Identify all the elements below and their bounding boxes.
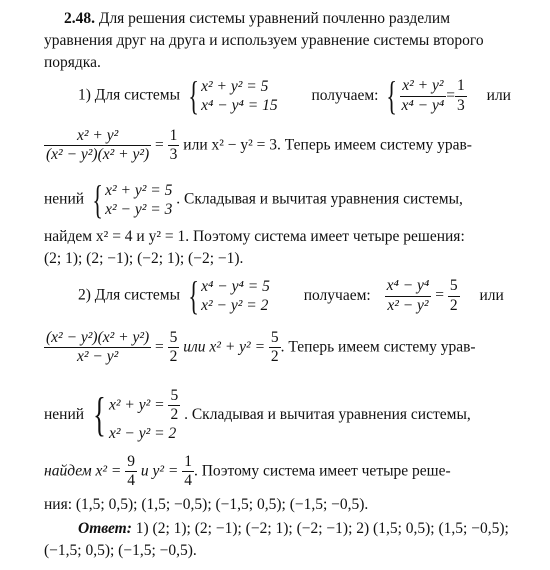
brace-icon: { bbox=[386, 73, 398, 118]
intro-line-2: уравнения друг на друга и используем уравнение системы второго bbox=[44, 32, 484, 49]
case1-system2: { x² + y² = 5 x² − y² = 3 bbox=[92, 177, 173, 222]
answer-line-1: Ответ: 1) (2; 1); (2; −1); (−2; 1); (−2; −1); 2) (1,5; 0,5); (1,5; −0,5); bbox=[78, 520, 509, 537]
case2-big-fraction: $\frac{\text{(x² − y²)(x² + y²)}}{\text{x² − y²}}$ bbox=[46, 329, 150, 366]
case1-solutions: (2; 1); (2; −1); (−2; 1); (−2; −1). bbox=[44, 250, 244, 267]
brace-icon: { bbox=[92, 177, 103, 222]
case2-system2-row: нений { x² + y² = $\frac{5}{2}$ x² − y² = 2 . Складывая и вычитая уравнения системы, bbox=[44, 387, 471, 442]
case1-frac-system: { $\frac{\text{x² + y²}}{\text{x⁴ − y⁴}}$ = $\frac{1}{3}$ bbox=[386, 73, 465, 118]
intro-line-1: 2.48. Для решения системы уравнений почленно разделим bbox=[64, 10, 451, 27]
brace-icon: { bbox=[188, 273, 199, 318]
case2-system2: { x² + y² = $\frac{5}{2}$ x² − y² = 2 bbox=[93, 387, 179, 442]
brace-icon: { bbox=[188, 73, 199, 118]
brace-icon: { bbox=[93, 388, 106, 442]
case2-solutions: ния: (1,5; 0,5); (1,5; −0,5); (−1,5; 0,5); (−1,5; −0,5). bbox=[44, 496, 369, 513]
case2-row: 2) Для системы { x⁴ − y⁴ = 5 x² − y² = 2 получаем: $\frac{\text{x⁴ − y⁴}}{\text{x² − y²}}$ = $\frac{5}{2}$ или bbox=[78, 273, 504, 318]
answer-line-2: (−1,5; 0,5); (−1,5; −0,5). bbox=[44, 542, 197, 559]
case1-system: { x² + y² = 5 x⁴ − y⁴ = 15 bbox=[188, 73, 278, 118]
case1-big-fraction: $\frac{\text{x² + y²}}{\text{(x² − y²)(x² + y²)}}$ bbox=[46, 127, 150, 164]
case1-system2-row: нений { x² + y² = 5 x² − y² = 3 . Складывая и вычитая уравнения системы, bbox=[44, 177, 463, 222]
intro-line-3: порядка. bbox=[44, 54, 101, 71]
case2-system: { x⁴ − y⁴ = 5 x² − y² = 2 bbox=[188, 273, 270, 318]
answer-label: Ответ: bbox=[78, 520, 132, 537]
case2-big-fraction-row: $\frac{\text{(x² − y²)(x² + y²)}}{\text{x² − y²}}$ = $\frac{5}{2}$ или x² + y² = $\frac{5}{2}$ . Теперь имеем систему урав- bbox=[46, 329, 476, 366]
problem-number: 2.48. bbox=[64, 10, 95, 27]
case2-found-row: найдем x² = $\frac{9}{4}$ и y² = $\frac{1}{4}$ . Поэтому система имеет четыре реше- bbox=[44, 453, 451, 490]
case1-found: найдем x² = 4 и y² = 1. Поэтому система имеет четыре решения: bbox=[44, 228, 465, 245]
case1-row: 1) Для системы { x² + y² = 5 x⁴ − y⁴ = 15 получаем: { $\frac{\text{x² + y²}}{\text{x⁴ − y⁴}}$ = $\frac{1}{3}$ или bbox=[78, 73, 511, 118]
case1-big-fraction-row: $\frac{\text{x² + y²}}{\text{(x² − y²)(x² + y²)}}$ = $\frac{1}{3}$ или x² − y² = 3. Теперь имеем систему урав- bbox=[46, 127, 472, 164]
